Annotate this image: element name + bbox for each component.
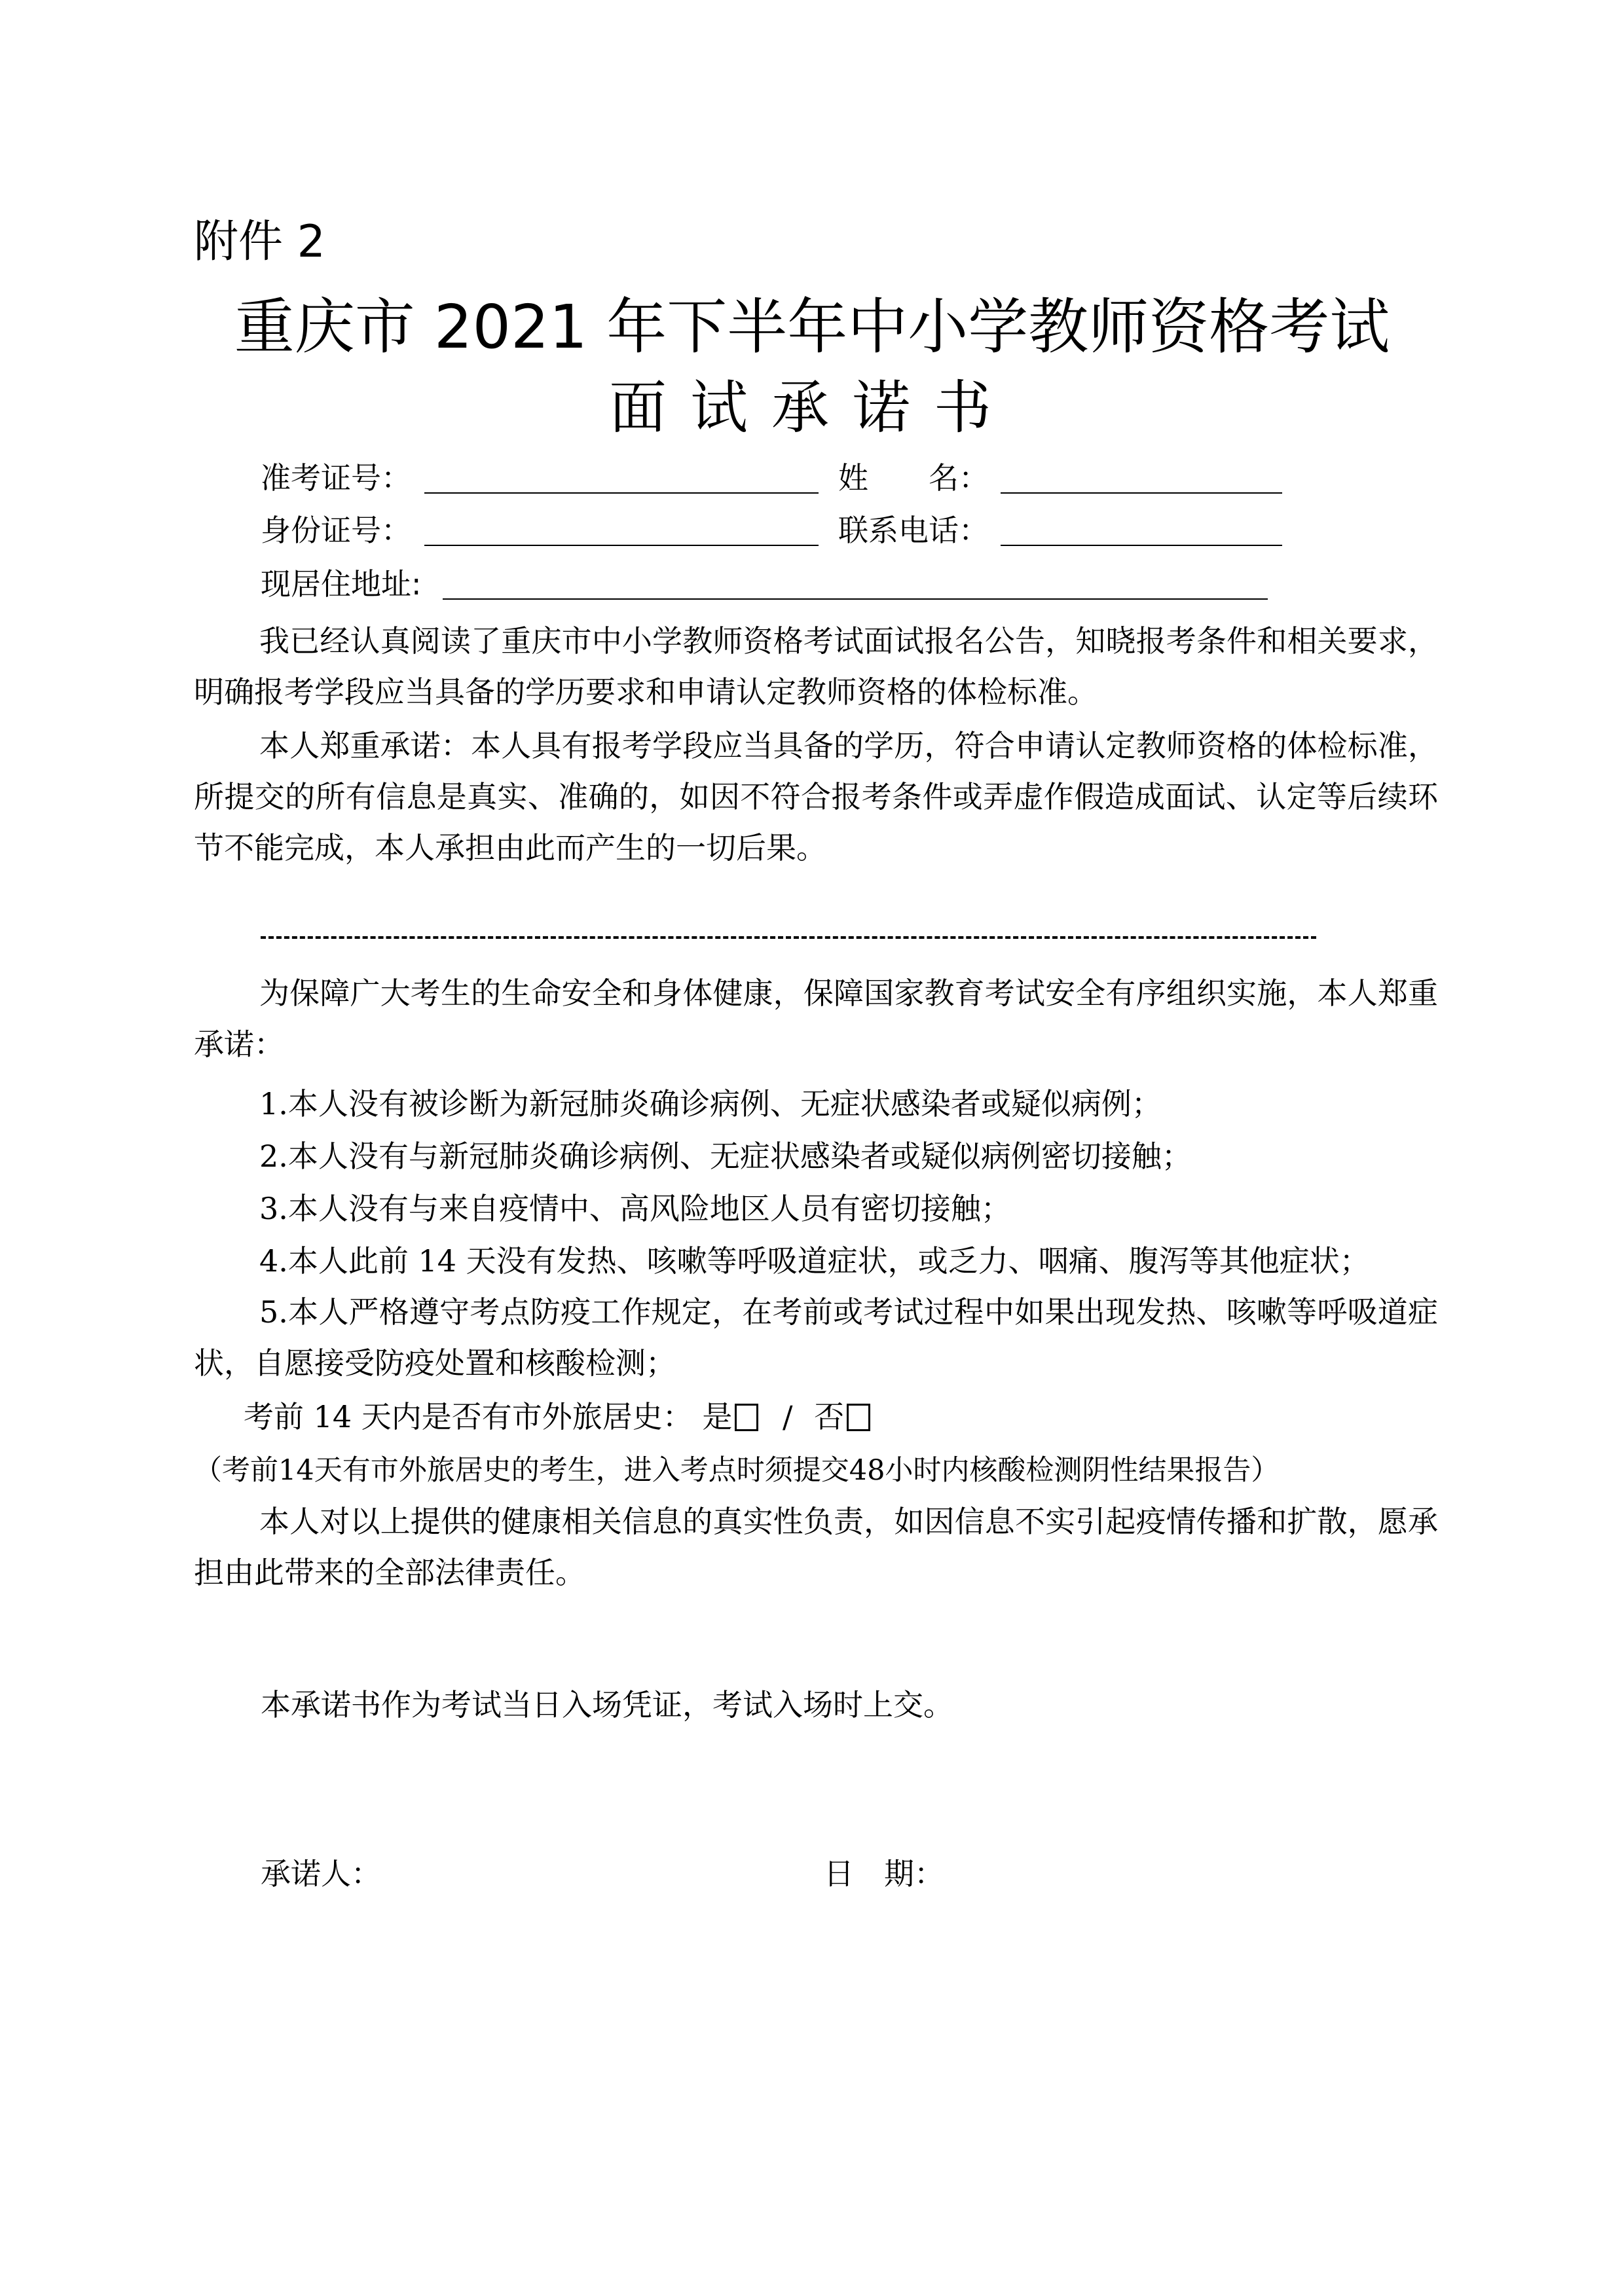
admission-voucher-note: 本承诺书作为考试当日入场凭证，考试入场时上交。	[261, 1687, 953, 1722]
attachment-label: 附件 2	[194, 216, 325, 268]
pledge-item-3: 3.本人没有与来自疫情中、高风险地区人员有密切接触；	[259, 1191, 1011, 1226]
travel-no-checkbox[interactable]	[847, 1404, 870, 1431]
phone-label: 联系电话：	[838, 513, 989, 548]
signer-label: 承诺人：	[261, 1856, 381, 1891]
exam-id-line[interactable]	[424, 492, 819, 494]
name-line[interactable]	[1001, 492, 1282, 494]
name-label: 姓 名：	[838, 460, 989, 496]
paragraph-health-intro: 为保障广大考生的生命安全和身体健康，保障国家教育考试安全有序组织实施，本人郑重承诺：	[194, 975, 1438, 1062]
paragraph-reading-notice: 我已经认真阅读了重庆市中小学教师资格考试面试报名公告，知晓报考条件和相关要求，明确报考学段应当具备的学历要求和申请认定教师资格的体检标准。	[194, 623, 1438, 710]
travel-no-label: 否	[814, 1399, 845, 1434]
address-label: 现居住地址:	[261, 566, 422, 602]
section-divider	[261, 936, 1316, 939]
date-label: 日 期：	[824, 1856, 944, 1891]
travel-question-row	[244, 1393, 873, 1440]
document-subtitle: 面试承诺书	[608, 374, 1015, 441]
paragraph-qualification-pledge: 本人郑重承诺：本人具有报考学段应当具备的学历，符合申请认定教师资格的体检标准，所提交的所有信息是真实、准确的，如因不符合报考条件或弄虚作假造成面试、认定等后续环节不能完成，本人承担由此而产生的一切后果。	[194, 728, 1438, 866]
id-number-line[interactable]	[424, 545, 819, 546]
travel-note: （考前14天有市外旅居史的考生，进入考点时须提交48小时内核酸检测阴性结果报告）	[194, 1454, 1280, 1487]
travel-question: 考前 14 天内是否有市外旅居史：	[244, 1399, 693, 1434]
paragraph-responsibility: 本人对以上提供的健康相关信息的真实性负责，如因信息不实引起疫情传播和扩散，愿承担由此带来的全部法律责任。	[194, 1504, 1438, 1590]
phone-line[interactable]	[1001, 545, 1282, 546]
pledge-item-4: 4.本人此前 14 天没有发热、咳嗽等呼吸道症状，或乏力、咽痛、腹泻等其他症状；	[259, 1243, 1370, 1279]
travel-yes-checkbox[interactable]	[735, 1404, 758, 1431]
document-title: 重庆市 2021 年下半年中小学教师资格考试	[234, 292, 1390, 362]
pledge-item-2: 2.本人没有与新冠肺炎确诊病例、无症状感染者或疑似病例密切接触；	[259, 1139, 1192, 1174]
id-number-label: 身份证号：	[261, 513, 411, 548]
travel-yes-label: 是	[702, 1399, 733, 1434]
exam-id-label: 准考证号：	[261, 460, 411, 496]
travel-separator: /	[783, 1399, 793, 1434]
pledge-item-5: 5.本人严格遵守考点防疫工作规定，在考前或考试过程中如果出现发热、咳嗽等呼吸道症状，自愿接受防疫处置和核酸检测；	[194, 1294, 1438, 1381]
address-line[interactable]	[443, 598, 1268, 600]
pledge-item-1: 1.本人没有被诊断为新冠肺炎确诊病例、无症状感染者或疑似病例；	[259, 1086, 1162, 1121]
